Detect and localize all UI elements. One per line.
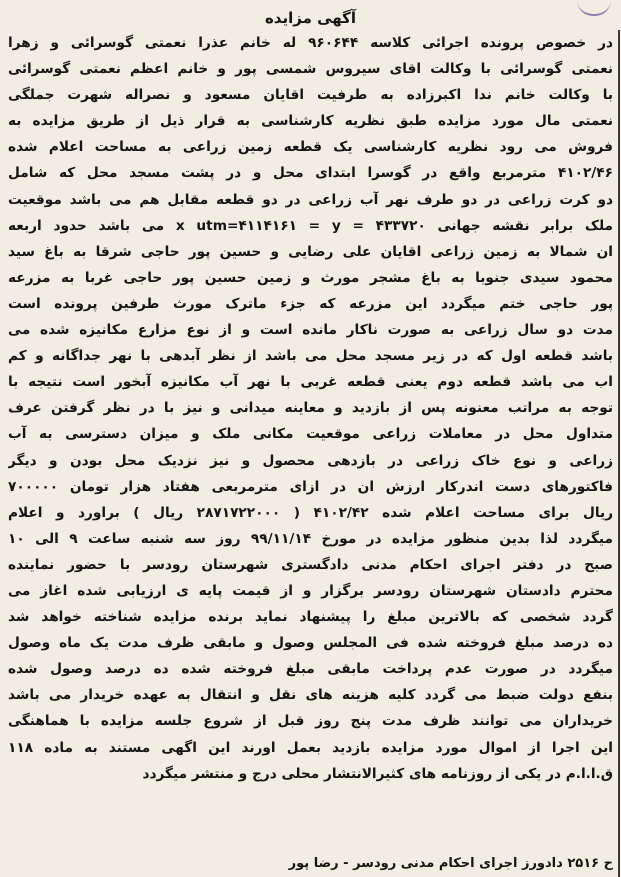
notice-line: فاکتورهای دست اندرکار ارزش ان در ازای مترمربعی هفتاد هزار تومان ۷۰۰۰۰۰: [8, 478, 613, 495]
notice-line: زراعی و نوع خاک زراعی در بازدهی محصول و نیز نزدیک محل بودن و دیگر: [8, 452, 613, 469]
notice-line: ق.ا.ا.م در یکی از روزنامه های کثیرالانتشار محلی درج و منتشر میگردد: [142, 765, 613, 782]
notice-line: بنفع دولت ضبط می گردد کلیه هزینه های نقل و انتقال به عهده خریدار می باشد: [8, 687, 613, 704]
notice-line: ده درصد مبلغ فروخته شده فی المجلس وصول و مابقی ظرف مدت یک ماه وصول: [8, 635, 613, 652]
notice-line: ۴۱۰۲/۴۶ مترمربع واقع در گوسرا ابتدای محل و در پشت مسجد محل که شامل: [8, 165, 613, 182]
notice-line: مدت دو سال زراعی به صورت ناکار مانده است و از نوع مزارع مکانیزه شده می: [8, 322, 613, 339]
notice-line: نعمتی مال مورد مزایده طبق نظریه کارشناسی به قرار ذیل از طریق مزایده به: [8, 113, 613, 130]
notice-line: با وکالت خانم ندا اکبرزاده به طرفیت اقایان مسعود و نصراله شهرت جملگی: [8, 87, 613, 104]
notice-line: توجه به مراتب معنونه پس از بازدید و معاینه میدانی و نیز با در نظر گرفتن عرف: [8, 400, 613, 417]
notice-line: میگردد لذا بدین منظور مزایده در مورخ ۹۹/۱۱/۱۴ روز سه شنبه ساعت ۹ الی ۱۰: [8, 530, 613, 547]
notice-line: ملک برابر نقشه جهانی ۴۳۳۷۲۰ = x utm=۴۱۱۴۱۶۱ = y می باشد حدود اربعه: [8, 217, 613, 234]
notice-line: صبح در دفتر اجرای احکام مدنی دادگستری شهرستان رودسر با حضور نماینده: [8, 556, 613, 573]
notice-line: اب می باشد قطعه دوم یعنی قطعه غربی با نهر آب مکانیزه آبخور است نتیجه با: [8, 374, 613, 391]
notice-footer: ح ۲۵۱۶ دادورز اجرای احکام مدنی رودسر - رضا پور: [288, 856, 613, 871]
notice-line: این اجرا از اموال مورد مزایده بازدید بعمل اورند این اگهی مستند به ماده ۱۱۸: [8, 739, 613, 756]
notice-title: آگهی مزایده: [264, 9, 357, 27]
notice-line: نعمتی گوسرائی با وکالت اقای سیروس شمسی پور و خانم اعظم نعمتی گوسرائی: [8, 61, 613, 78]
notice-line: باشد قطعه اول که در زیر مسجد محل می باشد از نظر آبدهی با نهر جداگانه و کم: [8, 348, 613, 365]
notice-line: محترم دادستان شهرستان رودسر برگزار و از قیمت پایه ی ارزیابی شده اغاز می: [8, 582, 613, 599]
notice-line: ان شمالا به زمین زراعی اقایان علی رضایی و حسین پور حاجی شرقا به باغ سید: [8, 243, 613, 260]
notice-line: محمود سیدی جنوبا به باغ مشجر مورث و زمین حسین پور حاجی غربا به مزرعه: [8, 269, 613, 286]
notice-line: دو کرت زراعی در دو طرف نهر آب زراعی در دو قطعه مقابل هم می باشد موقعیت: [8, 191, 613, 208]
notice-line: میگردد در صورت عدم پرداخت مابقی مبلغ فروخته شده ده درصد وصول شده: [8, 661, 613, 678]
notice-line: متداول محل در معاملات زراعی موقعیت مکانی ملک و میزان دسترسی به آب: [8, 426, 613, 443]
notice-line: پور حاجی ختم میگردد این مزرعه که جزء ماترک مورث طرفین پرونده است: [8, 295, 613, 312]
notice-body: [8, 30, 613, 787]
notice-line: گردد شخصی که بالاترین مبلغ را پیشنهاد نماید برنده مزایده شناخته خواهد شد: [8, 609, 613, 626]
notice-line: فروش می رود نظریه کارشناسی یک قطعه زمین زراعی به مساحت اعلام شده: [8, 139, 613, 156]
notice-line: ریال برای مساحت اعلام شده ۴۱۰۲/۴۲ ( ۲۸۷۱۷۲۲۰۰۰ ریال ) براورد و اعلام: [8, 504, 613, 521]
column-border: [618, 30, 620, 877]
notice-line: در خصوص پرونده اجرائی کلاسه ۹۶۰۶۴۴ له خانم عذرا نعمتی گوسرائی و زهرا: [8, 35, 613, 51]
notice-line: خریداران می توانند ظرف مدت پنج روز قبل از شروع جلسه مزایده با هماهنگی: [8, 713, 613, 730]
